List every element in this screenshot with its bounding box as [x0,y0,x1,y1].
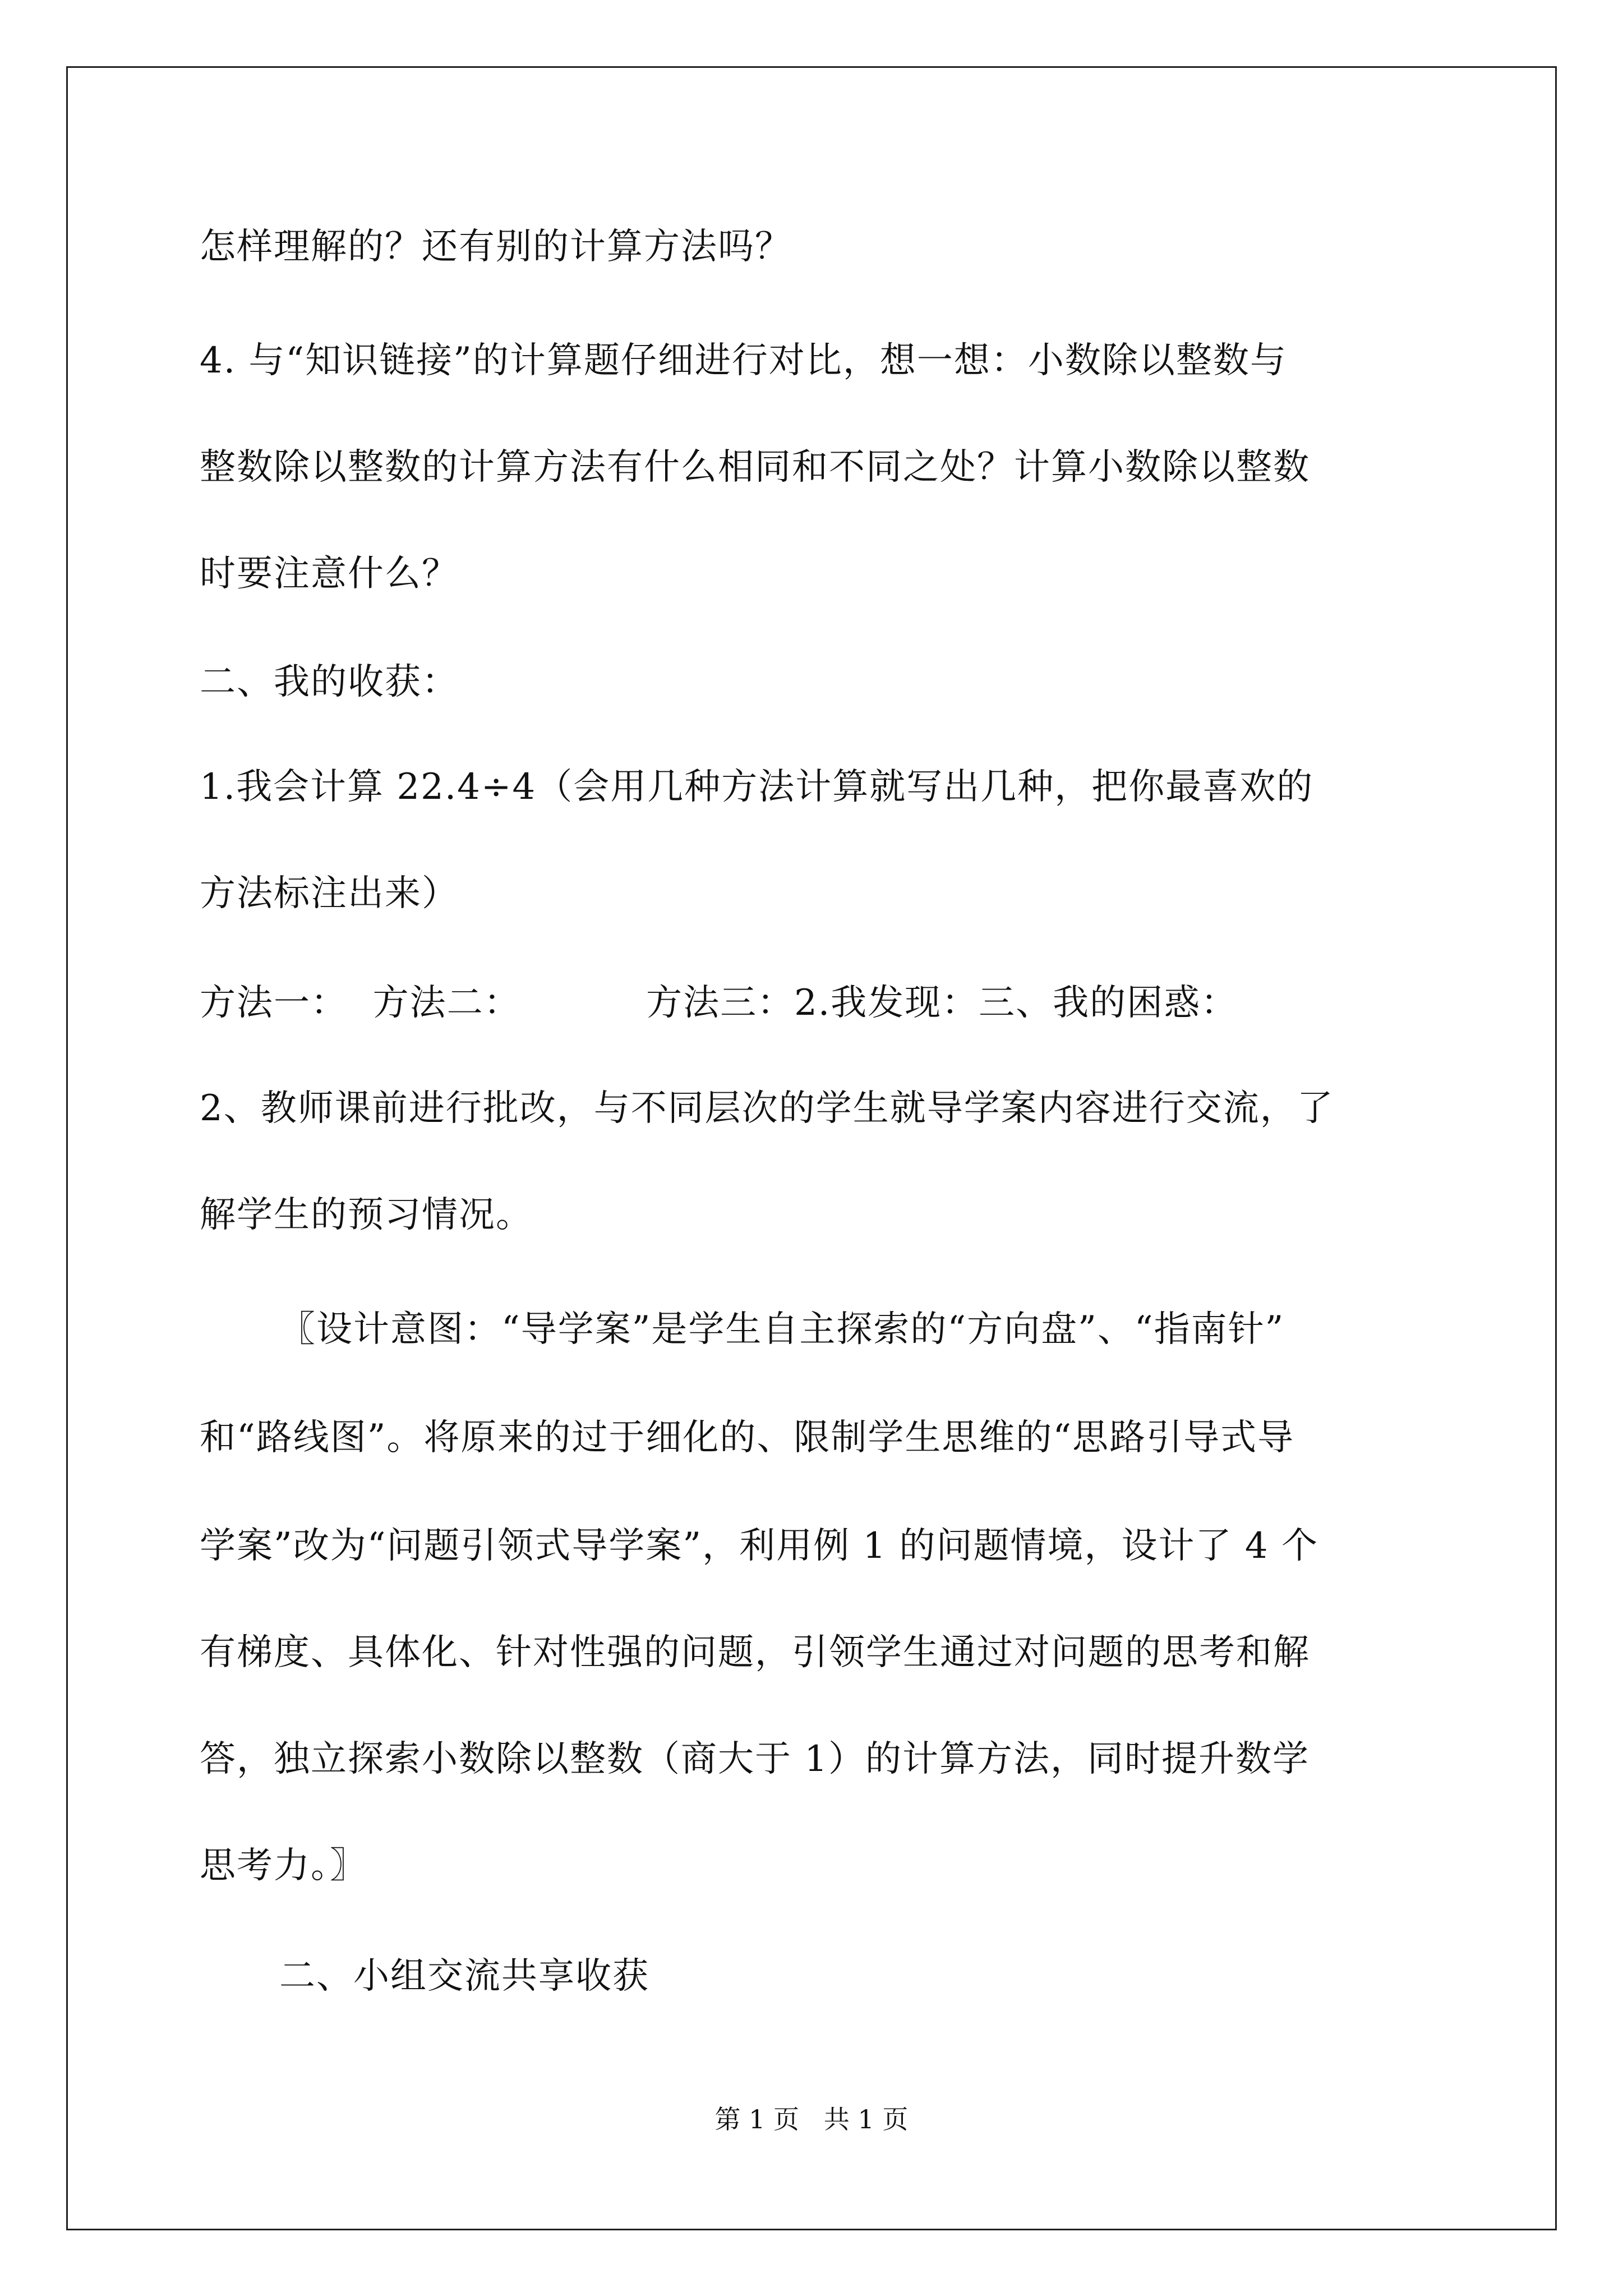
text-line: 方法一： 方法二： 方法三：2.我发现：三、我的困惑： [200,982,1238,1024]
design-intent-line: 〖设计意图：“导学案”是学生自主探索的“方向盘”、“指南针” [279,1309,1285,1350]
text-line: 时要注意什么？ [200,553,459,595]
design-intent-line: 答，独立探索小数除以整数（商大于 1）的计算方法，同时提升数学 [200,1738,1310,1780]
design-intent-line: 思考力。〗 [200,1845,367,1887]
design-intent-line: 和“路线图”。将原来的过于细化的、限制学生思维的“思路引导式导 [200,1417,1295,1458]
text-line: 4. 与“知识链接”的计算题仔细进行对比，想一想：小数除以整数与 [200,340,1287,381]
design-intent-line: 学案”改为“问题引领式导学案”，利用例 1 的问题情境，设计了 4 个 [200,1525,1318,1567]
text-line: 2、教师课前进行批改，与不同层次的学生就导学案内容进行交流，了 [200,1088,1334,1129]
design-intent-line: 有梯度、具体化、针对性强的问题，引领学生通过对问题的思考和解 [200,1632,1310,1673]
text-line: 整数除以整数的计算方法有什么相同和不同之处？计算小数除以整数 [200,447,1310,488]
section-heading: 二、小组交流共享收获 [279,1955,649,1997]
page-footer: 第 1 页 共 1 页 [714,2104,909,2134]
text-line: 1.我会计算 22.4÷4（会用几种方法计算就写出几种，把你最喜欢的 [200,766,1314,808]
page-border [66,66,1557,2230]
text-line: 方法标注出来） [200,873,459,914]
text-line: 解学生的预习情况。 [200,1194,533,1236]
text-line: 怎样理解的？还有别的计算方法吗？ [200,226,792,268]
section-heading: 二、我的收获： [200,661,459,703]
